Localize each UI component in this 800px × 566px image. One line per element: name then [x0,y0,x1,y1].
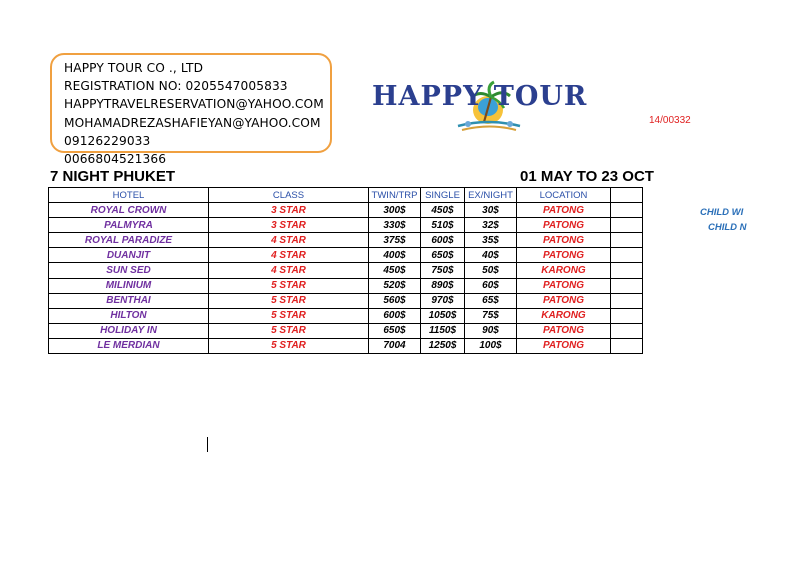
twin-price: 650$ [369,323,421,338]
header-single: SINGLE [421,188,465,203]
single-price: 890$ [421,278,465,293]
header-twin: TWIN/TRP [369,188,421,203]
hotel-name: SUN SED [49,263,209,278]
hotel-location: PATONG [517,338,611,353]
hotel-name: ROYAL CROWN [49,203,209,218]
hotel-location: PATONG [517,293,611,308]
hotel-location: PATONG [517,203,611,218]
hotel-class: 4 STAR [209,263,369,278]
hotel-location: PATONG [517,248,611,263]
hotel-name: DUANJIT [49,248,209,263]
child-note-1: CHILD WI [700,207,744,218]
header-location: LOCATION [517,188,611,203]
extra-night-price: 32$ [465,218,517,233]
hotel-class: 3 STAR [209,218,369,233]
hotel-location: KARONG [517,263,611,278]
hotel-class: 5 STAR [209,323,369,338]
header-hotel: HOTEL [49,188,209,203]
phone-thailand: 0066804521366 [64,152,167,167]
extra-night-price: 100$ [465,338,517,353]
extra-night-price: 65$ [465,293,517,308]
twin-price: 450$ [369,263,421,278]
extra-night-price: 75$ [465,308,517,323]
child-note-2: CHILD N [708,222,747,233]
header-extra-night: EX/NIGHT [465,188,517,203]
phone-iran: 09126229033 [64,133,151,148]
hotel-name: MILINIUM [49,278,209,293]
hotel-name: BENTHAI [49,293,209,308]
extra-night-price: 30$ [465,203,517,218]
hotel-location: KARONG [517,308,611,323]
registration-number: REGISTRATION NO: 0205547005833 [64,79,288,94]
single-price: 600$ [421,233,465,248]
extra-night-price: 90$ [465,323,517,338]
hotel-location: PATONG [517,278,611,293]
twin-price: 330$ [369,218,421,233]
hotel-name: HILTON [49,308,209,323]
twin-price: 600$ [369,308,421,323]
hotel-location: PATONG [517,323,611,338]
twin-price: 400$ [369,248,421,263]
twin-price: 7004 [369,338,421,353]
single-price: 1150$ [421,323,465,338]
reference-code: 14/00332 [649,115,691,126]
hotel-class: 5 STAR [209,278,369,293]
logo-text: HAPPY TOUR [372,81,588,112]
twin-price: 560$ [369,293,421,308]
company-name: HAPPY TOUR CO ., LTD [64,61,204,75]
email-contact: MOHAMADREZASHAFIEYAN@YAHOO.COM [64,115,321,130]
package-title: 7 NIGHT PHUKET [50,168,176,185]
single-price: 450$ [421,203,465,218]
single-price: 1050$ [421,308,465,323]
extra-night-price: 60$ [465,278,517,293]
twin-price: 375$ [369,233,421,248]
email-reservation: HAPPYTRAVELRESERVATION@YAHOO.COM [64,97,324,112]
hotel-location: PATONG [517,233,611,248]
hotel-class: 5 STAR [209,293,369,308]
hotel-name: ROYAL PARADIZE [49,233,209,248]
hotel-location: PATONG [517,218,611,233]
twin-price: 520$ [369,278,421,293]
hotel-name: LE MERDIAN [49,338,209,353]
single-price: 650$ [421,248,465,263]
extra-night-price: 35$ [465,233,517,248]
header-class: CLASS [209,188,369,203]
hotel-name: PALMYRA [49,218,209,233]
extra-night-price: 40$ [465,248,517,263]
hotel-class: 4 STAR [209,233,369,248]
date-range: 01 MAY TO 23 OCT [520,168,654,185]
single-price: 510$ [421,218,465,233]
hotel-name: HOLIDAY IN [49,323,209,338]
extra-night-price: 50$ [465,263,517,278]
single-price: 1250$ [421,338,465,353]
hotel-class: 3 STAR [209,203,369,218]
single-price: 750$ [421,263,465,278]
twin-price: 300$ [369,203,421,218]
hotel-class: 5 STAR [209,308,369,323]
hotel-class: 5 STAR [209,338,369,353]
single-price: 970$ [421,293,465,308]
text-cursor [207,437,208,452]
hotel-class: 4 STAR [209,248,369,263]
